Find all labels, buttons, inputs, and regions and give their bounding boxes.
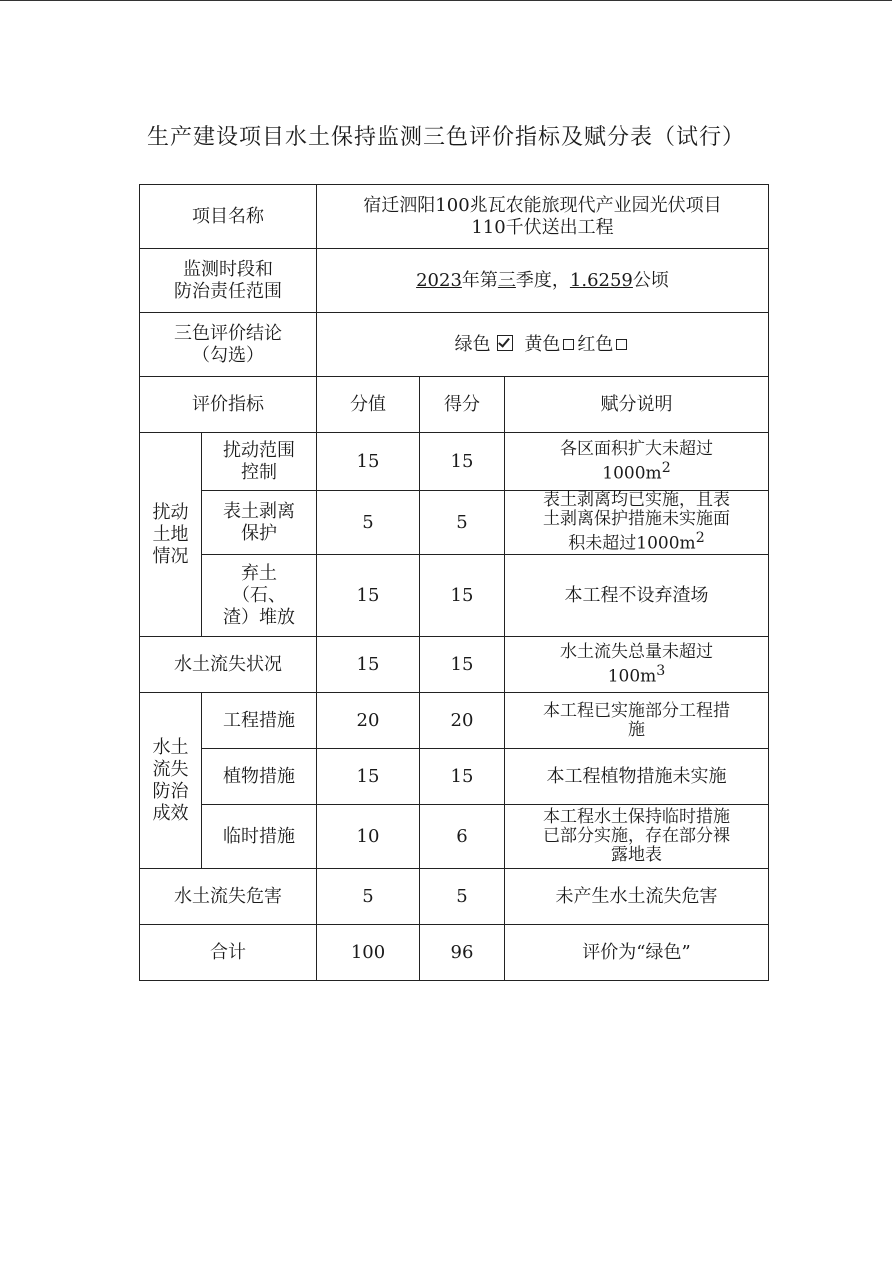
group-label-line: 流失 <box>152 758 189 780</box>
row-note-line: 露地表 <box>611 845 662 865</box>
row-note: 本工程植物措施未实施 <box>505 749 769 805</box>
project-value <box>317 185 769 249</box>
total-row <box>140 925 769 981</box>
row-value: 15 <box>317 555 420 637</box>
row-note-line: 表土剥离均已实施，且表 <box>543 490 730 511</box>
period-area-unit: 公顷 <box>632 269 669 291</box>
period-label <box>140 249 317 313</box>
row-note: 未产生水土流失危害 <box>505 869 769 925</box>
row-name-line: 渣）堆放 <box>223 606 295 628</box>
row-note <box>505 555 769 637</box>
option-yellow-label: 黄色 <box>524 333 561 355</box>
row-note-line: 施 <box>628 719 645 740</box>
top-border-line <box>0 0 892 1</box>
conclusion-row <box>140 313 769 377</box>
row-note-line: 已部分实施，存在部分裸 <box>543 826 730 846</box>
row-note-line: 100m <box>607 666 657 687</box>
row-got: 20 <box>420 693 505 749</box>
table-row <box>140 693 769 749</box>
header-score-value: 分值 <box>317 377 420 433</box>
row-note-sup: 2 <box>695 530 705 547</box>
group-label-line: 扰动 <box>152 501 189 523</box>
total-value: 100 <box>317 925 420 981</box>
row-name: 工程措施 <box>202 693 317 749</box>
total-label: 合计 <box>140 925 317 981</box>
row-name: 水土流失状况 <box>140 637 317 693</box>
row-value: 5 <box>317 491 420 555</box>
row-value: 10 <box>317 805 420 869</box>
option-green-label: 绿色 <box>454 333 491 355</box>
row-got: 15 <box>420 749 505 805</box>
page-title: 生产建设项目水土保持监测三色评价指标及赋分表（试行） <box>146 125 745 150</box>
period-year-suffix: 年第 <box>461 269 498 291</box>
group-label-line: 水土 <box>152 736 189 758</box>
row-note-line: 水土流失总量未超过 <box>560 641 713 662</box>
project-label: 项目名称 <box>140 185 317 249</box>
row-note <box>505 693 769 749</box>
group-label-line: 土地 <box>152 523 189 545</box>
total-note: 评价为“绿色” <box>505 925 769 981</box>
header-indicator: 评价指标 <box>140 377 317 433</box>
period-label-line: 监测时段和 <box>183 258 273 280</box>
row-note-line: 1000m <box>602 463 662 484</box>
period-row <box>140 249 769 313</box>
conclusion-label-line: 三色评价结论 <box>174 322 282 344</box>
row-got: 6 <box>420 805 505 869</box>
period-value <box>317 249 769 313</box>
row-name-line: 控制 <box>241 461 277 483</box>
row-got: 5 <box>420 491 505 555</box>
row-value: 15 <box>317 749 420 805</box>
row-note <box>505 491 769 555</box>
row-note-line: 本工程不设弃渣场 <box>564 584 709 606</box>
row-note <box>505 637 769 693</box>
row-note-sup: 2 <box>661 459 671 476</box>
period-quarter: 三 <box>497 269 516 291</box>
row-got: 15 <box>420 637 505 693</box>
option-red-label: 红色 <box>577 333 614 355</box>
row-name-line: 表土剥离 <box>223 500 295 522</box>
row-note <box>505 433 769 491</box>
period-area: 1.6259 <box>569 269 633 291</box>
row-note <box>505 805 769 869</box>
row-name: 临时措施 <box>202 805 317 869</box>
row-value: 20 <box>317 693 420 749</box>
row-name <box>202 433 317 491</box>
checked-box-icon[interactable] <box>497 335 513 351</box>
conclusion-label <box>140 313 317 377</box>
row-got: 5 <box>420 869 505 925</box>
row-name-line: 弃土 <box>241 562 277 584</box>
group-label-line: 防治 <box>152 780 189 802</box>
table-row <box>140 805 769 869</box>
row-note-line: 本工程水土保持临时措施 <box>543 807 730 827</box>
conclusion-label-line: （勾选） <box>192 344 264 366</box>
row-value: 5 <box>317 869 420 925</box>
header-note: 赋分说明 <box>505 377 769 433</box>
row-name <box>202 555 317 637</box>
group-label-line: 成效 <box>152 802 189 824</box>
unchecked-box-icon[interactable] <box>563 339 574 350</box>
table-row <box>140 749 769 805</box>
period-year: 2023 <box>416 269 462 291</box>
project-value-line: 宿迁泗阳100兆瓦农能旅现代产业园光伏项目 <box>363 194 722 216</box>
row-value: 15 <box>317 637 420 693</box>
row-got: 15 <box>420 433 505 491</box>
unchecked-box-icon[interactable] <box>616 339 627 350</box>
total-got: 96 <box>420 925 505 981</box>
project-row <box>140 185 769 249</box>
period-quarter-suffix: 季度， <box>515 269 570 291</box>
table-row <box>140 637 769 693</box>
conclusion-options <box>317 313 769 377</box>
row-name <box>202 491 317 555</box>
row-value: 15 <box>317 433 420 491</box>
row-name: 水土流失危害 <box>140 869 317 925</box>
row-note-line: 本工程已实施部分工程措 <box>543 700 730 721</box>
evaluation-table <box>139 184 769 981</box>
row-got: 15 <box>420 555 505 637</box>
group-control-label <box>140 693 202 869</box>
row-note-sup: 3 <box>656 662 666 679</box>
row-note-line: 各区面积扩大未超过 <box>560 438 713 459</box>
table-row <box>140 555 769 637</box>
row-note-line: 积未超过1000m <box>568 533 696 554</box>
header-score-got: 得分 <box>420 377 505 433</box>
table-row <box>140 869 769 925</box>
row-name-line: （石、 <box>232 584 286 606</box>
table-row <box>140 491 769 555</box>
header-row <box>140 377 769 433</box>
group-disturb-label <box>140 433 202 637</box>
group-label-line: 情况 <box>152 545 189 567</box>
row-name-line: 扰动范围 <box>223 439 295 461</box>
period-label-line: 防治责任范围 <box>174 280 282 302</box>
row-name-line: 保护 <box>241 522 277 544</box>
row-name: 植物措施 <box>202 749 317 805</box>
table-row <box>140 433 769 491</box>
project-value-line: 110千伏送出工程 <box>471 216 614 238</box>
row-note-line: 土剥离保护措施未实施面 <box>543 509 730 530</box>
